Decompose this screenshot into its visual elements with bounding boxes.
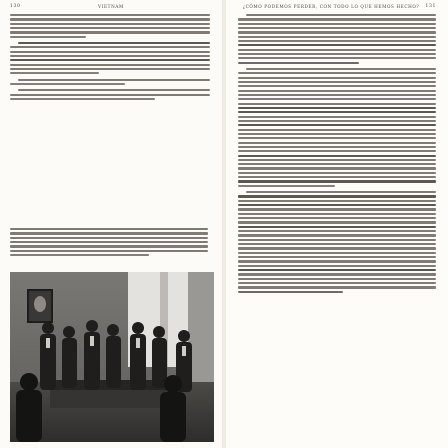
text-line — [238, 200, 436, 202]
text-line — [238, 155, 436, 157]
text-line — [238, 265, 436, 267]
left-running-header — [10, 4, 212, 12]
text-line — [10, 68, 210, 70]
text-line — [238, 116, 436, 118]
text-line — [238, 172, 436, 174]
text-line — [238, 36, 436, 38]
right-page — [226, 0, 448, 448]
text-line — [238, 208, 436, 210]
text-line — [238, 27, 436, 29]
text-line — [238, 217, 436, 219]
text-line — [238, 185, 335, 187]
text-line — [238, 221, 436, 223]
left-page-number: 130 — [10, 4, 21, 9]
text-line — [238, 44, 436, 46]
text-line — [238, 81, 436, 83]
text-line — [10, 27, 210, 29]
text-line — [10, 94, 210, 96]
text-line — [238, 282, 436, 284]
text-line — [238, 124, 436, 126]
text-line — [238, 146, 436, 148]
left-running-head: VIETNAM — [98, 4, 124, 9]
text-line — [238, 62, 359, 64]
text-line — [238, 226, 436, 228]
text-line — [246, 68, 436, 70]
text-line — [238, 72, 436, 74]
right-running-head: ¿CÓMO PODEMOS PERDER, CON TODO LO QUE HEMOS HECHO? — [242, 4, 420, 9]
left-body-text — [10, 14, 212, 102]
text-line — [238, 180, 436, 182]
text-line — [18, 79, 210, 81]
text-line — [238, 167, 436, 169]
text-line — [238, 269, 436, 271]
text-line — [238, 49, 436, 51]
photograph-icon — [10, 272, 214, 442]
text-line — [238, 57, 436, 59]
text-line — [238, 230, 436, 232]
text-line — [18, 42, 210, 44]
text-line — [238, 247, 436, 249]
text-line — [10, 232, 208, 234]
photograph — [10, 272, 214, 442]
text-line — [238, 85, 436, 87]
text-line — [238, 273, 436, 275]
text-line — [238, 53, 436, 55]
text-line — [238, 260, 436, 262]
text-line — [10, 51, 210, 53]
text-line — [18, 89, 210, 91]
text-line — [246, 191, 436, 193]
text-line — [238, 107, 436, 109]
text-line — [10, 64, 210, 66]
left-page — [0, 0, 222, 448]
text-line — [238, 159, 436, 161]
text-line — [238, 256, 436, 258]
text-line — [238, 94, 436, 96]
right-running-header — [238, 4, 436, 12]
text-line — [238, 98, 436, 100]
text-line — [238, 278, 436, 280]
text-line — [238, 129, 436, 131]
text-line — [10, 250, 208, 252]
text-line — [10, 55, 210, 57]
text-line — [10, 14, 210, 16]
text-line — [238, 133, 436, 135]
text-line — [238, 103, 436, 105]
text-line — [238, 150, 436, 152]
text-line — [10, 245, 208, 247]
text-line — [238, 243, 436, 245]
text-line — [10, 46, 210, 48]
right-page-number: 131 — [425, 4, 436, 9]
text-line — [238, 18, 436, 20]
text-line — [10, 31, 210, 33]
text-line — [238, 204, 436, 206]
text-line — [10, 23, 210, 25]
text-line — [238, 90, 436, 92]
text-line — [238, 234, 436, 236]
text-line — [10, 18, 210, 20]
text-line — [238, 120, 436, 122]
right-body-text — [238, 14, 438, 295]
text-line — [10, 98, 155, 100]
text-line — [238, 213, 436, 215]
text-line — [238, 176, 436, 178]
text-line — [238, 252, 436, 254]
text-line — [238, 286, 436, 288]
text-line — [10, 254, 149, 256]
text-line — [238, 195, 436, 197]
text-line — [246, 14, 436, 16]
text-line — [238, 31, 436, 33]
text-line — [10, 83, 125, 85]
text-line — [10, 72, 99, 74]
text-line — [10, 241, 208, 243]
text-line — [10, 36, 86, 38]
text-line — [238, 291, 343, 293]
text-line — [238, 239, 436, 241]
photo-caption-text — [10, 228, 210, 258]
text-line — [238, 23, 436, 25]
text-line — [238, 40, 436, 42]
text-line — [238, 163, 436, 165]
text-line — [238, 142, 436, 144]
text-line — [10, 228, 208, 230]
text-line — [10, 59, 210, 61]
text-line — [238, 77, 436, 79]
text-line — [10, 237, 208, 239]
text-line — [238, 111, 436, 113]
text-line — [238, 137, 436, 139]
